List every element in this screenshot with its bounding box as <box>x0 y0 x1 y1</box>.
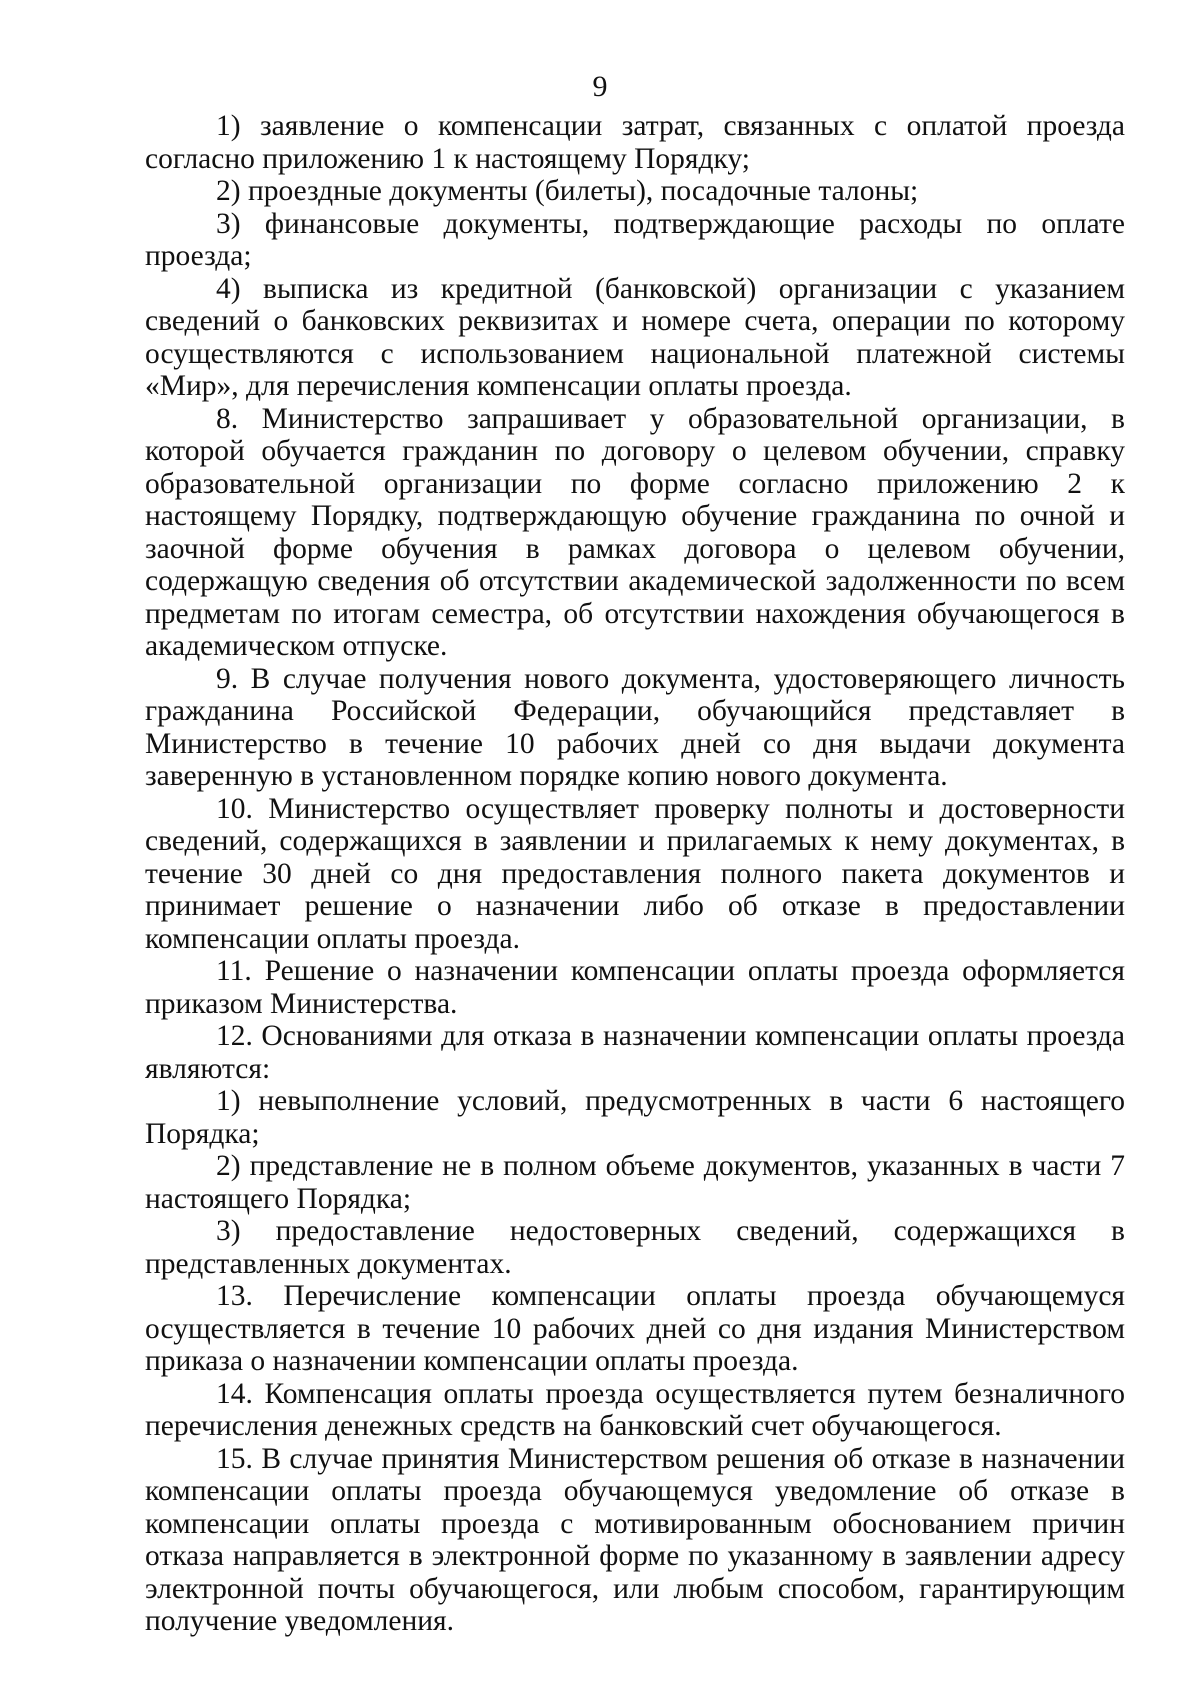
paragraph-section-14: 14. Компенсация оплаты проезда осуществляется путем безналичного перечисления денежных средств на банковский счет обучающегося. <box>145 1377 1125 1442</box>
paragraph-list-item-3: 3) финансовые документы, подтверждающие расходы по оплате проезда; <box>145 207 1125 272</box>
paragraph-list-item-4: 4) выписка из кредитной (банковской) организации с указанием сведений о банковских реквизитах и номере счета, операции по которому осуществляются с использованием национальной платежной системы «Мир», для перечисления компенсации оплаты проезда. <box>145 272 1125 402</box>
paragraph-section-12-item-3: 3) предоставление недостоверных сведений, содержащихся в представленных документах. <box>145 1215 1125 1280</box>
paragraph-section-8: 8. Министерство запрашивает у образовательной организации, в которой обучается гражданин по договору о целевом обучении, справку образовательной организации по форме согласно приложению 2 к настоящему Порядку, подтверждающую обучение гражданина по очной и заочной форме обучения в рамках договора о целевом обучении, содержащую сведения об отсутствии академической задолженности по всем предметам по итогам семестра, об отсутствии нахождения обучающегося в академическом отпуске. <box>145 402 1125 662</box>
paragraph-section-12-item-1: 1) невыполнение условий, предусмотренных в части 6 настоящего Порядка; <box>145 1085 1125 1150</box>
paragraph-list-item-2: 2) проездные документы (билеты), посадочные талоны; <box>216 175 919 207</box>
paragraph-section-15: 15. В случае принятия Министерством решения об отказе в назначении компенсации оплаты проезда обучающемуся уведомление об отказе в компенсации оплаты проезда с мотивированным обоснованием причин отказа направляется в электронной форме по указанному в заявлении адресу электронной почты обучающегося, или любым способом, гарантирующим получение уведомления. <box>145 1442 1125 1637</box>
paragraph-section-12-item-2: 2) представление не в полном объеме документов, указанных в части 7 настоящего Порядка; <box>145 1150 1125 1215</box>
paragraph-section-9: 9. В случае получения нового документа, удостоверяющего личность гражданина Российской Федерации, обучающийся представляет в Министерство в течение 10 рабочих дней со дня выдачи документа заверенную в установленном порядке копию нового документа. <box>145 662 1125 792</box>
paragraph-section-11: 11. Решение о назначении компенсации оплаты проезда оформляется приказом Министерства. <box>145 955 1125 1020</box>
paragraph-section-10: 10. Министерство осуществляет проверку полноты и достоверности сведений, содержащихся в заявлении и прилагаемых к нему документах, в течение 30 дней со дня предоставления полного пакета документов и принимает решение о назначении либо об отказе в предоставлении компенсации оплаты проезда. <box>145 792 1125 955</box>
paragraph-section-12: 12. Основаниями для отказа в назначении компенсации оплаты проезда являются: <box>145 1020 1125 1085</box>
document-body <box>145 110 1125 1638</box>
page-number: 9 <box>592 70 608 103</box>
paragraph-list-item-1: 1) заявление о компенсации затрат, связанных с оплатой проезда согласно приложению 1 к настоящему Порядку; <box>145 110 1125 175</box>
paragraph-section-13: 13. Перечисление компенсации оплаты проезда обучающемуся осуществляется в течение 10 рабочих дней со дня издания Министерством приказа о назначении компенсации оплаты проезда. <box>145 1280 1125 1377</box>
